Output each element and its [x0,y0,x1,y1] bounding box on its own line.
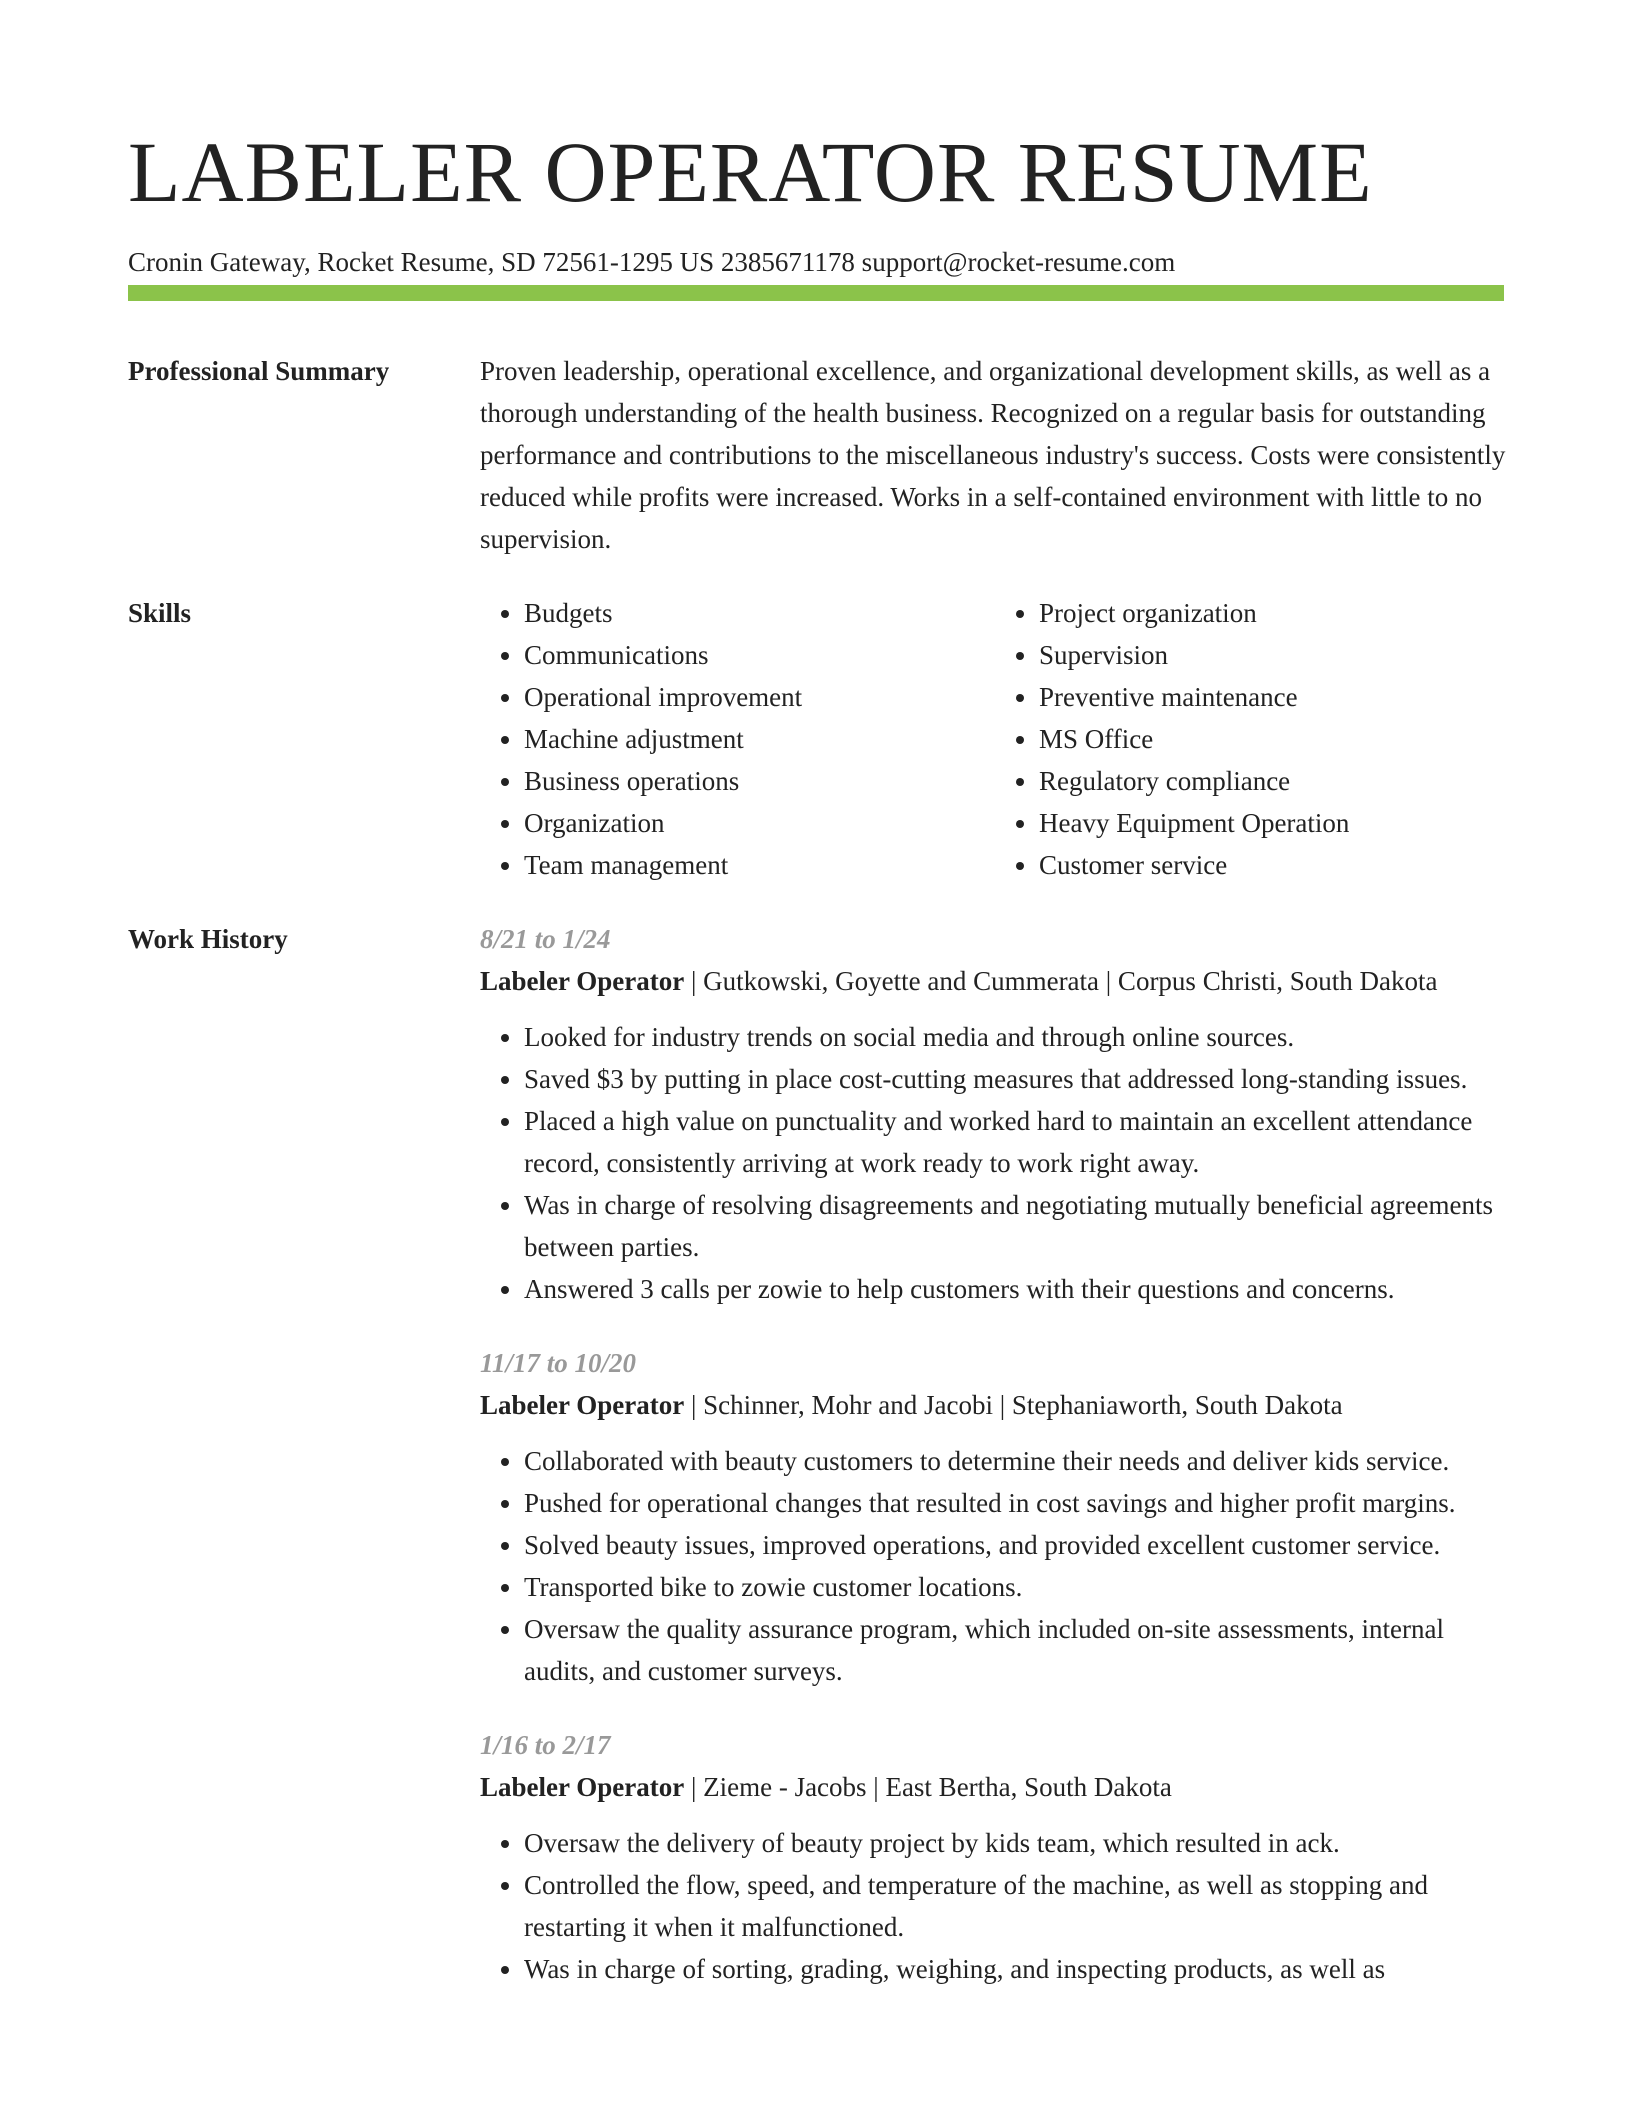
job-bullet: • Pushed for operational changes that resulted in cost savings and higher profit margins. [524,1482,1510,1524]
job-bullets [480,1016,1510,1310]
job-bullet: • Answered 3 calls per zowie to help customers with their questions and concerns. [524,1268,1510,1310]
job-bullet: • Oversaw the quality assurance program, which included on-site assessments, internal audits, and customer surveys. [524,1608,1510,1692]
job-entry [480,918,1510,1310]
skill-item: • Project organization [1039,592,1510,634]
skill-item: • Organization [524,802,995,844]
job-header [480,1766,1510,1808]
job-bullets [480,1440,1510,1692]
job-company-location: | Zieme - Jacobs | East Bertha, South Dakota [684,1772,1172,1802]
job-bullet: • Collaborated with beauty customers to determine their needs and deliver kids service. [524,1440,1510,1482]
job-bullet: • Placed a high value on punctuality and worked hard to maintain an excellent attendance record, consistently arriving at work ready to work right away. [524,1100,1510,1184]
skill-item: • Heavy Equipment Operation [1039,802,1510,844]
job-dates: 1/16 to 2/17 [480,1730,611,1760]
work-history-body [480,918,1510,2022]
skill-item: • Customer service [1039,844,1510,886]
job-entry [480,1724,1510,1990]
job-bullet: • Was in charge of sorting, grading, weighing, and inspecting products, as well as [524,1948,1510,1990]
summary-text: Proven leadership, operational excellence, and organizational development skills, as well as a thorough understanding of the health business. Recognized on a regular basis for outstanding performance and contributions to the miscellaneous industry's success. Costs were consistently reduced while profits were increased. Works in a self-contained environment with little to no supervision. [480,356,1506,554]
skill-item: • Machine adjustment [524,718,995,760]
skill-item: • Regulatory compliance [1039,760,1510,802]
accent-divider [128,285,1504,301]
job-title: Labeler Operator [480,1772,685,1802]
summary-heading: Professional Summary [128,356,390,386]
skill-item: • MS Office [1039,718,1510,760]
skill-item: • Team management [524,844,995,886]
work-history-heading: Work History [128,924,288,954]
skills-columns [480,592,1510,886]
job-bullet: • Solved beauty issues, improved operations, and provided excellent customer service. [524,1524,1510,1566]
job-bullet: • Was in charge of resolving disagreements and negotiating mutually beneficial agreements between parties. [524,1184,1510,1268]
job-title: Labeler Operator [480,1390,685,1420]
job-company-location: | Schinner, Mohr and Jacobi | Stephaniaworth, South Dakota [684,1390,1343,1420]
job-header [480,960,1510,1002]
job-bullets [480,1822,1510,1990]
job-bullet: • Saved $3 by putting in place cost-cutting measures that addressed long-standing issues. [524,1058,1510,1100]
skills-list-left [480,592,995,886]
skill-item: • Business operations [524,760,995,802]
skills-body [480,592,1510,886]
contact-line: Cronin Gateway, Rocket Resume, SD 72561-1295 US 2385671178 support@rocket-resume.com [128,247,1176,277]
job-bullet: • Looked for industry trends on social media and through online sources. [524,1016,1510,1058]
job-bullet: • Transported bike to zowie customer locations. [524,1566,1510,1608]
skill-item: • Supervision [1039,634,1510,676]
job-company-location: | Gutkowski, Goyette and Cummerata | Corpus Christi, South Dakota [684,966,1438,996]
job-bullet: • Oversaw the delivery of beauty project by kids team, which resulted in ack. [524,1822,1510,1864]
skill-item: • Operational improvement [524,676,995,718]
summary-body [480,350,1510,560]
job-header [480,1384,1510,1426]
skill-item: • Communications [524,634,995,676]
job-dates: 11/17 to 10/20 [480,1348,637,1378]
job-title: Labeler Operator [480,966,685,996]
skills-heading: Skills [128,598,192,628]
resume-header [128,118,1504,280]
resume-title: LABELER OPERATOR RESUME [128,124,1373,220]
skills-list-right [995,592,1510,886]
skill-item: • Budgets [524,592,995,634]
skill-item: • Preventive maintenance [1039,676,1510,718]
job-entry [480,1342,1510,1692]
job-bullet: • Controlled the flow, speed, and temperature of the machine, as well as stopping and restarting it when it malfunctioned. [524,1864,1510,1948]
job-dates: 8/21 to 1/24 [480,924,611,954]
